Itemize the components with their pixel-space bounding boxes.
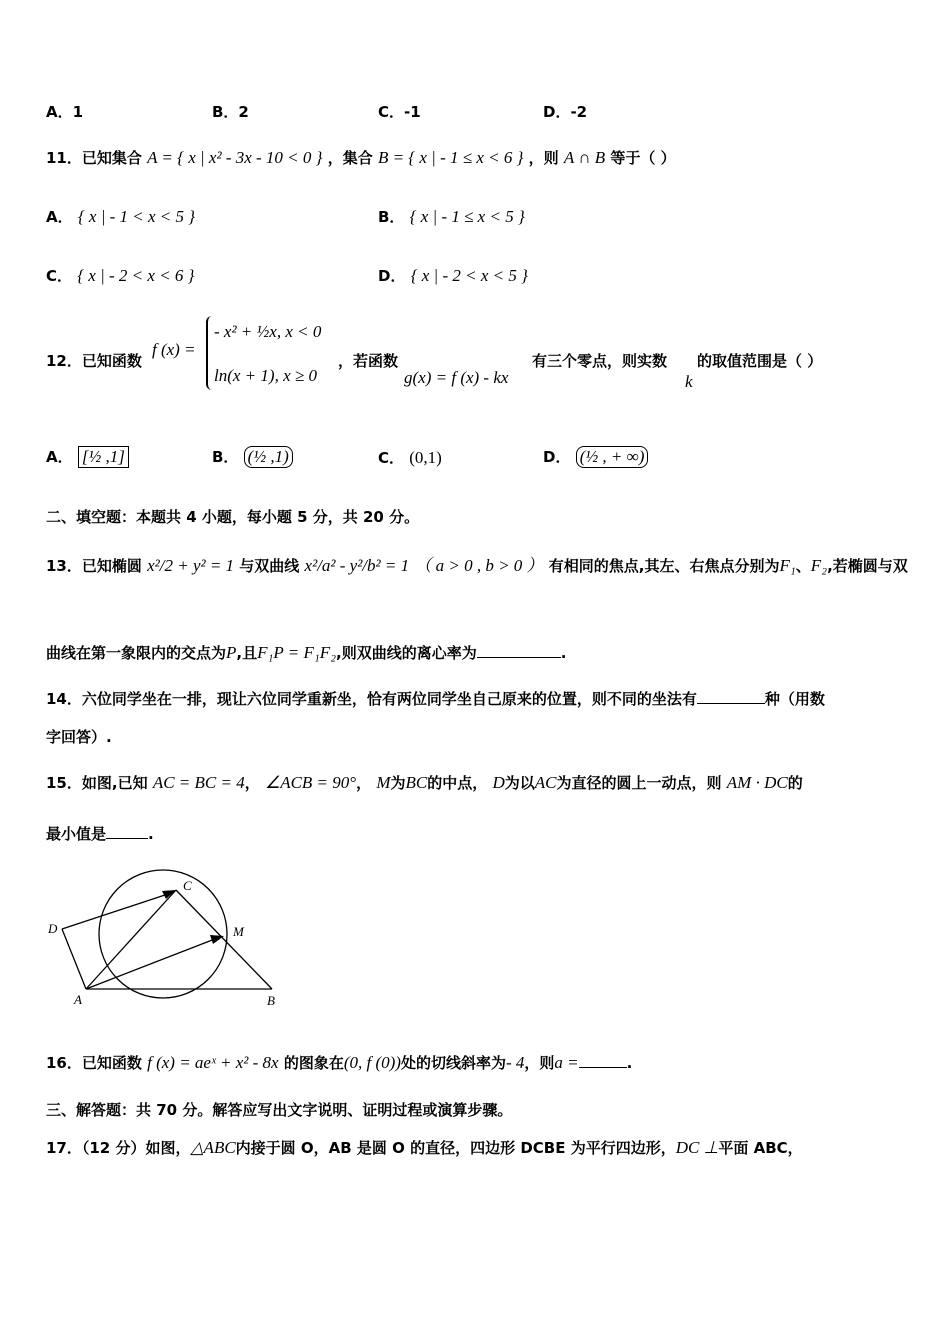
q12-number: 12．已知函数 — [46, 352, 142, 370]
question-11: 11．已知集合 A = { x | x² - 3x - 10 < 0 } ，集合 B = { x | - 1 ≤ x < 6 } ，则 A ∩ B 等于（ ） — [46, 148, 676, 167]
label-d: D — [48, 921, 58, 936]
answer-blank[interactable] — [579, 1067, 627, 1068]
choice-a: A．1 — [46, 103, 84, 121]
section-3-heading: 三、解答题：共 70 分。解答应写出文字说明、证明过程或演算步骤。 — [46, 1101, 513, 1119]
label-m: M — [233, 924, 244, 939]
hyperbola-eq: x²/a² - y²/b² = 1 — [304, 556, 410, 575]
label-c: C — [183, 878, 192, 893]
section-2-heading: 二、填空题：本题共 4 小题，每小题 5 分，共 20 分。 — [46, 508, 420, 526]
set-b: B = { x | - 1 ≤ x < 6 } — [377, 148, 524, 167]
answer-blank[interactable] — [477, 657, 561, 658]
question-16: 16．已知函数 f (x) = aeˣ + x² - 8x 的图象在(0, f (0))处的切线斜率为- 4，则a = . — [46, 1053, 633, 1072]
geometry-figure — [40, 865, 300, 1015]
q12-end: 的取值范围是（ ） — [697, 352, 823, 370]
question-14-line2: 字回答）. — [46, 728, 112, 746]
question-17: 17．（12 分）如图，△ABC内接于圆 O，AB 是圆 O 的直径，四边形 DCBE 为平行四边形，DC ⊥平面 ABC， — [46, 1138, 803, 1157]
intersection: A ∩ B — [563, 148, 606, 167]
arrowhead-am — [210, 935, 224, 944]
q12-fx: f (x) = — [152, 340, 196, 359]
answer-blank[interactable] — [697, 703, 765, 704]
q12-mid: ，若函数 — [338, 352, 399, 370]
q12-choice-a: A． [½ ,1] — [46, 446, 129, 468]
q12-gx: g(x) = f (x) - kx — [404, 368, 509, 387]
q12-choice-d: D． (½ , + ∞) — [543, 446, 648, 468]
q12-k: k — [685, 372, 693, 391]
label-a: A — [74, 992, 82, 1007]
segment-cb — [176, 890, 272, 989]
q12-choice-c: C． (0,1) — [378, 448, 442, 467]
circle — [99, 870, 227, 998]
q12-case2: ln(x + 1), x ≥ 0 — [214, 366, 317, 385]
answer-blank[interactable] — [106, 838, 148, 839]
q11-choice-b: B． { x | - 1 ≤ x < 5 } — [378, 207, 525, 226]
q11-choice-d: D． { x | - 2 < x < 5 } — [378, 266, 528, 285]
choice-b: B．2 — [212, 103, 249, 121]
segment-da — [62, 929, 86, 989]
set-a: A = { x | x² - 3x - 10 < 0 } — [147, 148, 323, 167]
choice-c: C．-1 — [378, 103, 421, 121]
question-13: 13．已知椭圆 x²/2 + y² = 1 与双曲线 x²/a² - y²/b² = 1 （ a > 0 , b > 0 ） 有相同的焦点,其左、右焦点分别为F₁、F₂,若椭圆与双 — [46, 556, 908, 575]
q11-number: 11．已知集合 — [46, 149, 142, 167]
choice-d: D．-2 — [543, 103, 588, 121]
q11-choice-a: A． { x | - 1 < x < 5 } — [46, 207, 196, 226]
q12-case1: - x² + ½x, x < 0 — [214, 322, 322, 341]
q11-choice-c: C． { x | - 2 < x < 6 } — [46, 266, 195, 285]
label-b: B — [267, 993, 275, 1008]
question-15-line2: 最小值是 . — [46, 825, 154, 843]
q12-mid2: 有三个零点，则实数 — [532, 352, 668, 370]
question-14: 14．六位同学坐在一排，现让六位同学重新坐，恰有两位同学坐自己原来的位置，则不同的坐法有 种（用数 — [46, 690, 825, 708]
piecewise-brace — [206, 316, 214, 390]
question-13-line2: 曲线在第一象限内的交点为P,且F₁P = F₁F₂,则双曲线的离心率为 . — [46, 643, 567, 662]
question-15: 15．如图,已知 AC = BC = 4， ∠ACB = 90°， M为BC的中点， D为以AC为直径的圆上一动点，则 AM · DC的 — [46, 773, 803, 792]
q12-choice-b: B． (½ ,1) — [212, 446, 293, 468]
ellipse-eq: x²/2 + y² = 1 — [147, 556, 235, 575]
